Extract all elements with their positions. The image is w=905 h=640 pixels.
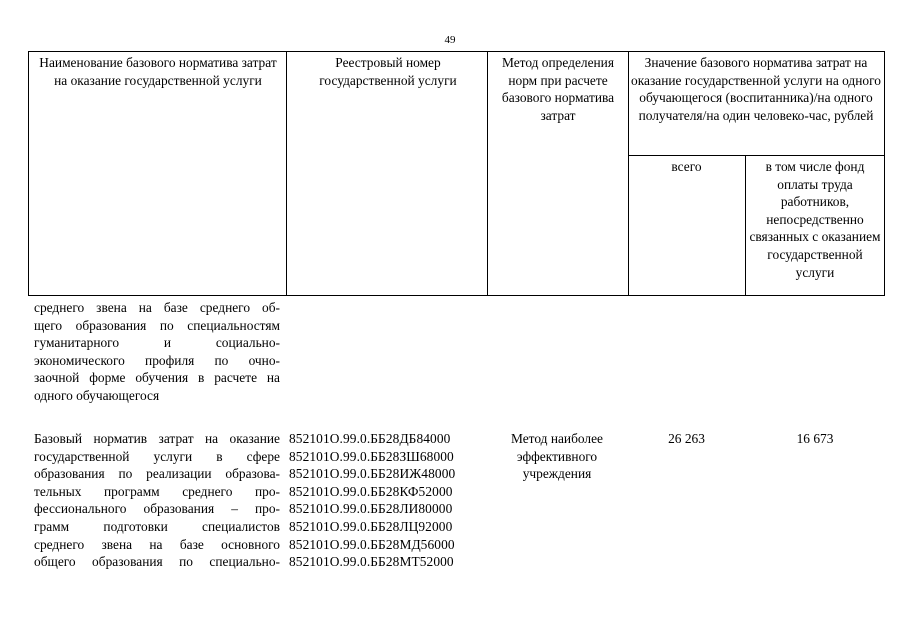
text-line: образования по реализации образова- — [34, 466, 280, 482]
header-method: Метод определения норм при расчете базового норматива затрат — [501, 55, 615, 123]
row2-payroll-value: 16 673 — [796, 431, 834, 446]
col-divider-3 — [628, 51, 629, 296]
text-line: общего образования по специально- — [34, 554, 280, 570]
text-line: экономического профиля по очно- — [34, 352, 280, 368]
registry-code: 852101О.99.0.ББ28ЗШ68000 — [289, 448, 454, 464]
table-right-border — [884, 51, 885, 296]
text-line: фессионального образования – про- — [34, 501, 280, 517]
text-line: гуманитарного и социально- — [34, 335, 280, 351]
header-payroll: в том числе фонд оплаты труда работников, непосредственно связанных с оказанием государственной услуги — [749, 159, 881, 280]
col-divider-4 — [745, 155, 746, 296]
registry-code: 852101О.99.0.ББ28МД56000 — [289, 536, 455, 552]
row2-method: Метод наиболее эффективного учреждения — [511, 431, 603, 482]
page-number: 49 — [444, 34, 456, 46]
row1-norm-name — [34, 299, 280, 405]
text-line: заочной форме обучения в расчете на — [34, 370, 280, 386]
text-line: грамм подготовки специалистов — [34, 518, 280, 534]
registry-code: 852101О.99.0.ББ28ЛИ80000 — [289, 501, 453, 517]
registry-code: 852101О.99.0.ББ28КФ52000 — [289, 483, 453, 499]
text-line: щего образования по специальностям — [34, 317, 280, 333]
header-total: всего — [671, 159, 702, 174]
row2-registry-numbers — [289, 430, 485, 571]
registry-code: 852101О.99.0.ББ28ИЖ48000 — [289, 466, 456, 482]
registry-code: 852101О.99.0.ББ28ЛЦ92000 — [289, 518, 453, 534]
text-line: среднего звена на базе среднего об- — [34, 300, 280, 315]
text-line: государственной услуги в сфере — [34, 448, 280, 464]
registry-code: 852101О.99.0.ББ28МТ52000 — [289, 554, 454, 570]
col-divider-2 — [487, 51, 488, 296]
text-line: одного обучающегося — [34, 387, 160, 403]
subheader-divider — [628, 155, 884, 156]
text-line: среднего звена на базе основного — [34, 536, 280, 552]
text-line: Базовый норматив затрат на оказание — [34, 431, 280, 446]
header-norm-value: Значение базового норматива затрат на оказание государственной услуги на одного обучающегося (воспитанника)/на одного получателя/на один человеко-час, рублей — [631, 55, 881, 123]
table-top-border — [28, 51, 884, 52]
header-registry-number: Реестровый номер государственной услуги — [319, 55, 457, 88]
col-divider-1 — [286, 51, 287, 296]
header-norm-name: Наименование базового норматива затрат на оказание государственной услуги — [39, 55, 277, 88]
table-header-bottom-border — [28, 295, 884, 296]
table-left-border — [28, 51, 29, 296]
text-line: тельных программ среднего про- — [34, 483, 280, 499]
row2-total-value: 26 263 — [668, 431, 705, 446]
row2-norm-name — [34, 430, 280, 571]
registry-code: 852101О.99.0.ББ28ДБ84000 — [289, 431, 451, 446]
